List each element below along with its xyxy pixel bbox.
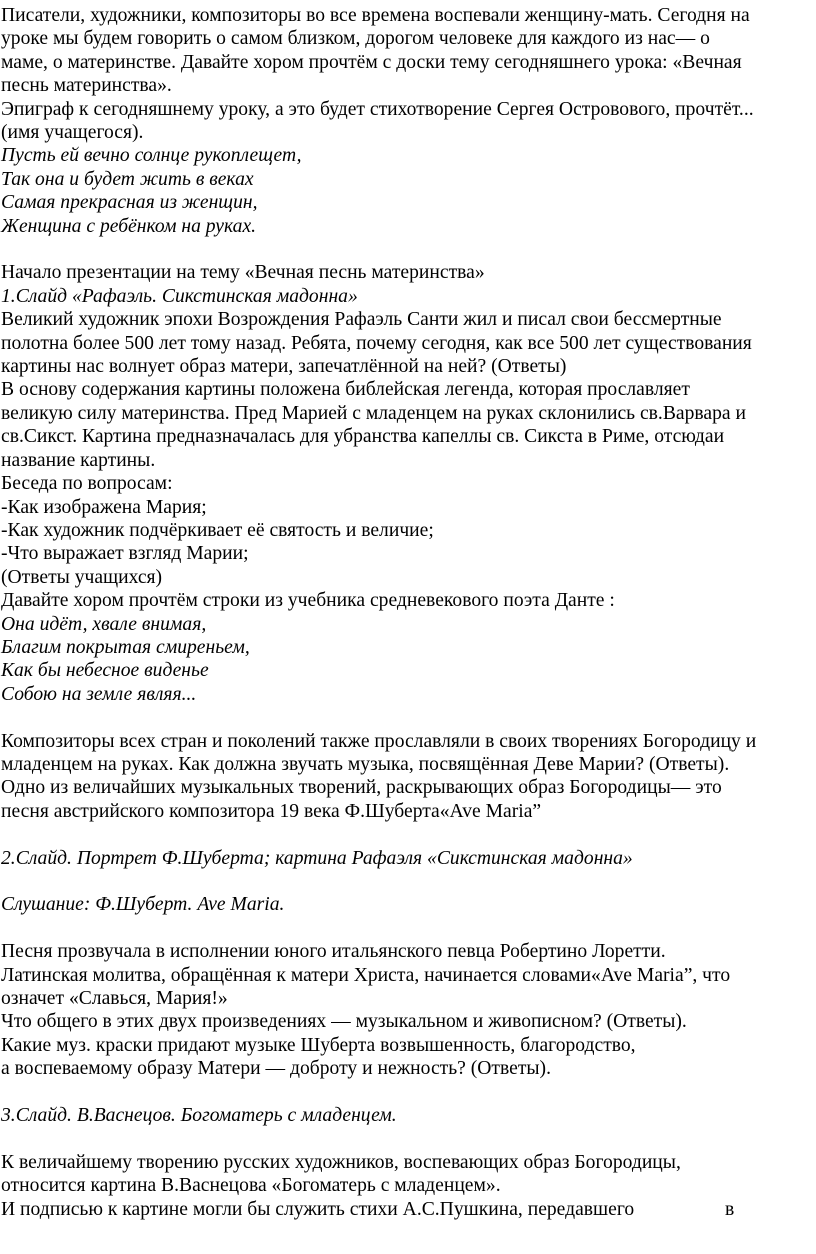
blank-line	[1, 238, 816, 261]
poem-line: Пусть ей вечно солнце рукоплещет,	[1, 145, 302, 167]
blank-line	[1, 917, 816, 940]
text-line: песнь материнства».	[1, 75, 172, 97]
poem-line: Как бы небесное виденье	[1, 660, 209, 682]
last-line	[1, 1198, 816, 1221]
blank-line	[1, 870, 816, 893]
question-item: -Как изображена Мария;	[1, 496, 207, 518]
composers-paragraph	[1, 730, 816, 824]
text-line: означет «Славься, Мария!»	[1, 987, 228, 1009]
text-line: (Ответы учащихся)	[1, 566, 163, 588]
text-line: В основу содержания картины положена библейская легенда, которая прославляет	[1, 379, 690, 401]
listening-title: Слушание: Ф.Шуберт. Ave Maria.	[1, 894, 285, 916]
epigraph-poem	[1, 144, 816, 238]
dante-poem	[1, 613, 816, 707]
slide3-title: 3.Слайд. В.Васнецов. Богоматерь с младенцем.	[1, 1105, 397, 1126]
text-line: а воспеваемому образу Матери — доброту и нежность? (Ответы).	[1, 1058, 551, 1080]
slide1-paragraph	[1, 308, 816, 612]
text-line: маме, о материнстве. Давайте хором прочтём с доски тему сегодняшнего урока: «Вечная	[1, 51, 742, 73]
vasnetsov-paragraph	[1, 1151, 816, 1221]
last-line-tail: в	[725, 1198, 735, 1220]
text-line: название картины.	[1, 449, 156, 471]
blank-line	[1, 823, 816, 846]
poem-line: Так она и будет жить в веках	[1, 168, 254, 190]
text-line: св.Сикст. Картина предназначалась для убранства капеллы св. Сикста в Риме, отсюдаи	[1, 426, 725, 448]
poem-line: Собою на земле являя...	[1, 683, 197, 705]
song-paragraph	[1, 940, 816, 1080]
question-item: -Как художник подчёркивает её святость и величие;	[1, 519, 434, 541]
poem-line: Самая прекрасная из женщин,	[1, 192, 258, 214]
question-item: -Что выражает взгляд Марии;	[1, 543, 249, 565]
poem-line: Она идёт, хвале внимая,	[1, 613, 207, 635]
text-line: картины нас волнует образ матери, запечатлённой на ней? (Ответы)	[1, 356, 567, 378]
text-line: Песня прозвучала в исполнении юного итальянского певца Робертино Лоретти.	[1, 941, 666, 963]
text-line: относится картина В.Васнецова «Богоматерь с младенцем».	[1, 1175, 501, 1197]
text-line: Великий художник эпохи Возрождения Рафаэль Санти жил и писал свои бессмертные	[1, 309, 722, 331]
text-line: Беседа по вопросам:	[1, 473, 173, 495]
text-line: великую силу материнства. Пред Марией с младенцем на руках склонились св.Варвара и	[1, 402, 746, 424]
text-line: Давайте хором прочтём строки из учебника средневекового поэта Данте :	[1, 590, 615, 612]
poem-line: Женщина с ребёнком на руках.	[1, 215, 257, 237]
text-line: Эпиграф к сегодняшнему уроку, а это будет стихотворение Сергея Островового, прочтёт...	[1, 98, 754, 120]
slide1-title: 1.Слайд «Рафаэль. Сикстинская мадонна»	[1, 285, 358, 307]
last-line-text: И подписью к картине могли бы служить стихи А.С.Пушкина, передавшего	[1, 1198, 635, 1220]
text-line: Какие муз. краски придают музыке Шуберта возвышенность, благородство,	[1, 1034, 636, 1056]
text-line: Композиторы всех стран и поколений также прославляли в своих творениях Богородицу и	[1, 730, 757, 752]
text-line: Писатели, художники, композиторы во все времена воспевали женщину-мать. Сегодня на	[1, 5, 750, 26]
text-line: уроке мы будем говорить о самом близком, дорогом человеке для каждого из нас— о	[1, 28, 710, 50]
slide2-title: 2.Слайд. Портрет Ф.Шуберта; картина Рафаэля «Сикстинская мадонна»	[1, 847, 633, 869]
text-line: младенцем на руках. Как должна звучать музыка, посвящённая Деве Марии? (Ответы).	[1, 753, 730, 775]
poem-line: Благим покрытая смиреньем,	[1, 636, 250, 658]
blank-line	[1, 1127, 816, 1150]
blank-line	[1, 706, 816, 729]
text-line: Латинская молитва, обращённая к матери Христа, начинается словами«Ave Maria”, что	[1, 964, 731, 986]
text-line: К величайшему творению русских художников, воспевающих образ Богородицы,	[1, 1151, 681, 1173]
presentation-start: Начало презентации на тему «Вечная песнь материнства»	[1, 262, 485, 284]
text-line: песня австрийского композитора 19 века Ф.Шуберта«Ave Maria”	[1, 800, 542, 822]
blank-line	[1, 1081, 816, 1104]
text-line: полотна более 500 лет тому назад. Ребята, почему сегодня, как все 500 лет существования	[1, 332, 752, 354]
text-line: (имя учащегося).	[1, 122, 144, 144]
intro-paragraph	[1, 4, 816, 144]
text-line: Одно из величайших музыкальных творений, раскрывающих образ Богородицы— это	[1, 777, 722, 799]
text-line: Что общего в этих двух произведениях — музыкальном и живописном? (Ответы).	[1, 1011, 687, 1033]
